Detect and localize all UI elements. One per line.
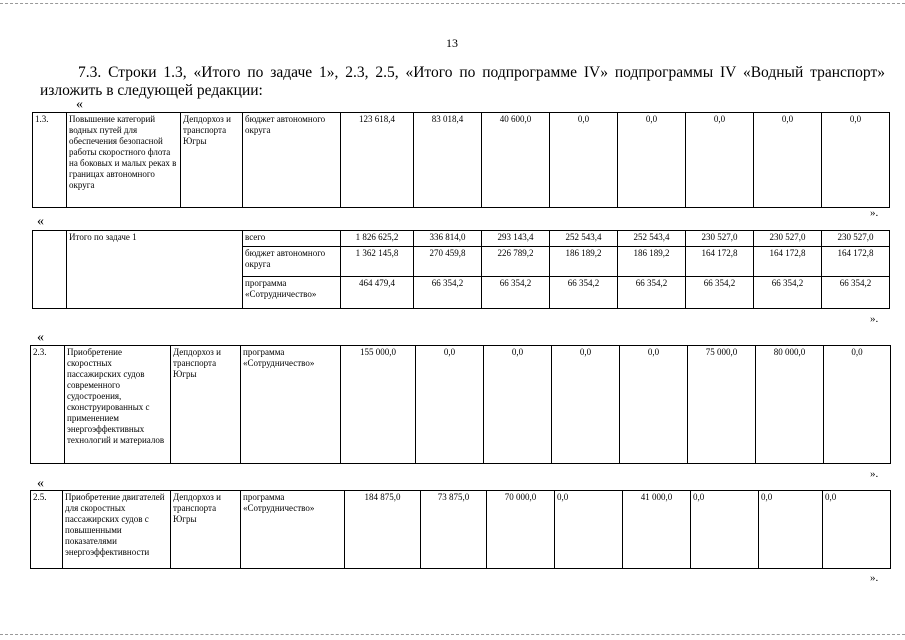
table-row-2-5 xyxy=(30,490,891,569)
value-cell: 0,0 xyxy=(620,346,688,464)
table-total-task-1 xyxy=(32,230,890,309)
value-cell: 66 354,2 xyxy=(686,277,754,309)
value-cell: 80 000,0 xyxy=(756,346,824,464)
table-row-2-3 xyxy=(30,345,891,464)
intro-line-1: 7.3. Строки 1.3, «Итого по задаче 1», 2.3, 2.5, «Итого по подпрограмме IV» подпрограммы IV «Водный транспорт» xyxy=(78,64,885,81)
funding-source: бюджет автономного округа xyxy=(243,247,341,277)
value-cell: 0,0 xyxy=(691,491,759,569)
quote-open: « xyxy=(37,330,44,345)
value-cell: 0,0 xyxy=(550,113,618,208)
value-cell: 66 354,2 xyxy=(618,277,686,309)
value-cell: 66 354,2 xyxy=(822,277,890,309)
value-cell: 0,0 xyxy=(552,346,620,464)
row-number: 2.3. xyxy=(31,346,65,464)
value-cell: 0,0 xyxy=(555,491,623,569)
value-cell: 40 600,0 xyxy=(482,113,550,208)
total-label: Итого по задаче 1 xyxy=(67,231,243,309)
row-number xyxy=(33,231,67,309)
intro-paragraph xyxy=(40,64,885,100)
value-cell: 186 189,2 xyxy=(618,247,686,277)
value-cell: 0,0 xyxy=(618,113,686,208)
activity-name: Повышение категорий водных путей для обеспечения безопасной работы скоростного флота на боковых и малых реках в границах автономного округа xyxy=(67,113,181,208)
value-cell: 123 618,4 xyxy=(341,113,414,208)
table-row-1-3 xyxy=(32,112,890,208)
value-cell: 230 527,0 xyxy=(686,231,754,247)
table-row xyxy=(33,231,890,247)
executor: Депдорхоз и транспорта Югры xyxy=(171,346,241,464)
value-cell: 0,0 xyxy=(416,346,484,464)
table-row xyxy=(31,491,891,569)
value-cell: 155 000,0 xyxy=(341,346,416,464)
value-cell: 252 543,4 xyxy=(550,231,618,247)
value-cell: 75 000,0 xyxy=(688,346,756,464)
value-cell: 66 354,2 xyxy=(754,277,822,309)
activity-name: Приобретение двигателей для скоростных пассажирских судов с повышенными показателями энергоэффективности xyxy=(63,491,171,569)
value-cell: 336 814,0 xyxy=(414,231,482,247)
quote-close: ». xyxy=(870,313,879,325)
value-cell: 230 527,0 xyxy=(754,231,822,247)
value-cell: 0,0 xyxy=(759,491,823,569)
funding-source: всего xyxy=(243,231,341,247)
quote-close: ». xyxy=(870,468,879,480)
value-cell: 0,0 xyxy=(823,491,891,569)
value-cell: 164 172,8 xyxy=(822,247,890,277)
row-number: 2.5. xyxy=(31,491,63,569)
intro-line-2: изложить в следующей редакции: xyxy=(40,82,263,99)
quote-open: « xyxy=(37,476,44,491)
value-cell: 70 000,0 xyxy=(487,491,555,569)
quote-close: ». xyxy=(870,207,879,219)
quote-open: « xyxy=(76,97,83,112)
value-cell: 73 875,0 xyxy=(421,491,487,569)
table-row xyxy=(31,346,891,464)
activity-name: Приобретение скоростных пассажирских судов современного судостроения, сконструированных с применением энергоэффективных технологий и материалов xyxy=(65,346,171,464)
value-cell: 164 172,8 xyxy=(686,247,754,277)
value-cell: 83 018,4 xyxy=(414,113,482,208)
value-cell: 0,0 xyxy=(754,113,822,208)
value-cell: 1 826 625,2 xyxy=(341,231,414,247)
value-cell: 41 000,0 xyxy=(623,491,691,569)
value-cell: 230 527,0 xyxy=(822,231,890,247)
value-cell: 66 354,2 xyxy=(550,277,618,309)
funding-source: бюджет автономного округа xyxy=(243,113,341,208)
funding-source: программа «Сотрудничество» xyxy=(241,346,341,464)
executor: Депдорхоз и транспорта Югры xyxy=(181,113,243,208)
value-cell: 1 362 145,8 xyxy=(341,247,414,277)
value-cell: 66 354,2 xyxy=(414,277,482,309)
quote-open: « xyxy=(37,214,44,229)
funding-source: программа «Сотрудничество» xyxy=(241,491,345,569)
scan-edge-bottom xyxy=(0,634,905,635)
row-number: 1.3. xyxy=(33,113,67,208)
value-cell: 293 143,4 xyxy=(482,231,550,247)
value-cell: 186 189,2 xyxy=(550,247,618,277)
value-cell: 270 459,8 xyxy=(414,247,482,277)
value-cell: 0,0 xyxy=(824,346,891,464)
value-cell: 0,0 xyxy=(686,113,754,208)
value-cell: 252 543,4 xyxy=(618,231,686,247)
value-cell: 226 789,2 xyxy=(482,247,550,277)
table-row xyxy=(33,113,890,208)
executor: Депдорхоз и транспорта Югры xyxy=(171,491,241,569)
value-cell: 0,0 xyxy=(822,113,890,208)
value-cell: 0,0 xyxy=(484,346,552,464)
funding-source: программа «Сотрудничество» xyxy=(243,277,341,309)
value-cell: 184 875,0 xyxy=(345,491,421,569)
scan-edge-top xyxy=(0,3,905,4)
quote-close: ». xyxy=(870,572,879,584)
value-cell: 464 479,4 xyxy=(341,277,414,309)
value-cell: 66 354,2 xyxy=(482,277,550,309)
value-cell: 164 172,8 xyxy=(754,247,822,277)
page-number: 13 xyxy=(446,36,458,50)
